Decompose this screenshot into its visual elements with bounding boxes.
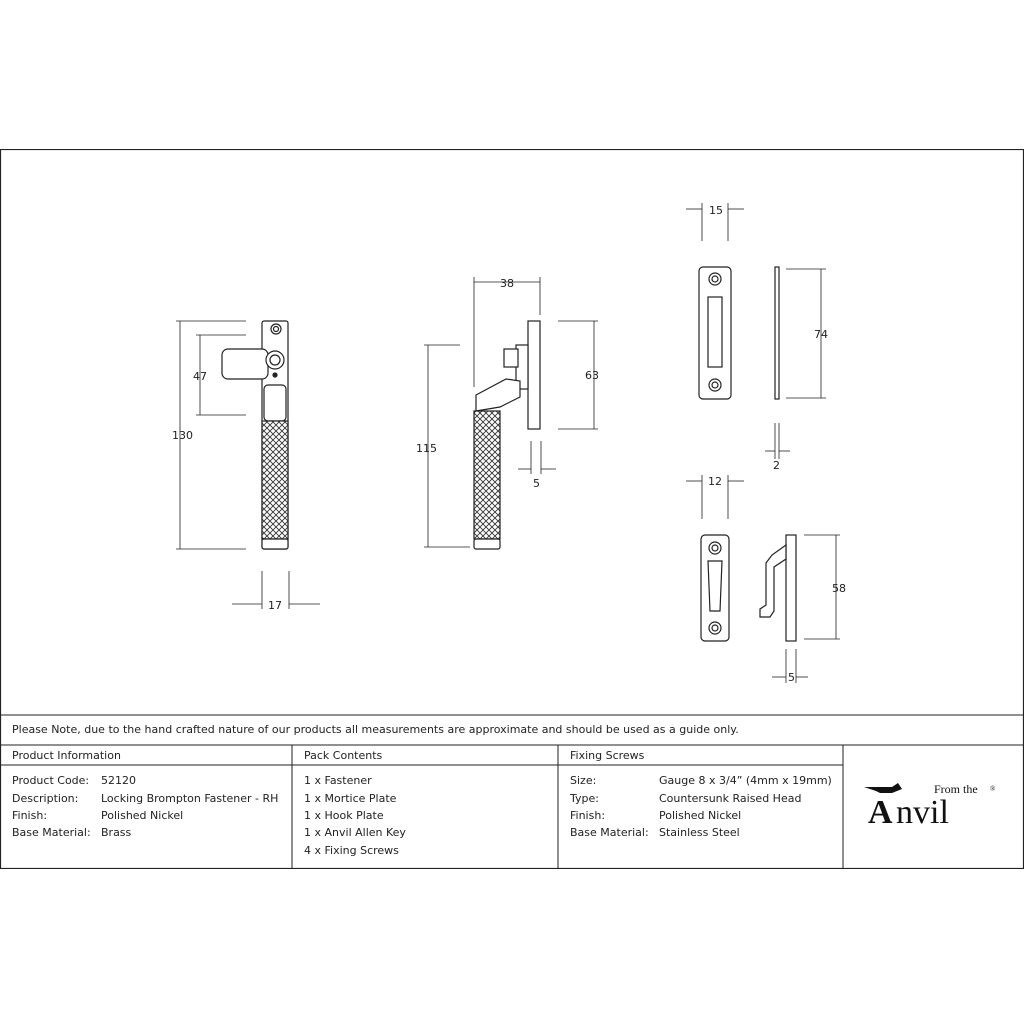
dim-handle-height: 130 [172, 429, 193, 442]
product-info-heading: Product Information [12, 749, 121, 762]
dim-hook-offset: 5 [788, 671, 795, 684]
hook-plate-view [701, 535, 796, 641]
screw-finish-label: Finish: [570, 809, 606, 822]
screw-material-value: Stainless Steel [659, 826, 740, 839]
pack-item: 1 x Hook Plate [304, 809, 384, 822]
screw-type-label: Type: [570, 792, 599, 805]
fixing-screws-heading: Fixing Screws [570, 749, 645, 762]
pack-item: 1 x Fastener [304, 774, 372, 787]
finish-value: Polished Nickel [101, 809, 184, 822]
anvil-logo [862, 779, 1002, 829]
dim-handle-upper: 47 [193, 370, 207, 383]
pack-contents-heading: Pack Contents [304, 749, 383, 762]
description-value: Locking Brompton Fastener - RH [101, 792, 279, 805]
pack-item: 1 x Mortice Plate [304, 792, 397, 805]
screw-material-label: Base Material: [570, 826, 649, 839]
handle-front-view [222, 321, 288, 549]
svg-text:A: A [868, 794, 893, 829]
svg-text:®: ® [990, 785, 996, 793]
dim-side-height: 115 [416, 442, 437, 455]
dim-mortice-thickness: 2 [773, 459, 780, 472]
dim-side-depth: 38 [500, 277, 514, 290]
dim-side-plate: 63 [585, 369, 599, 382]
handle-side-view [474, 321, 540, 549]
screw-size-label: Size: [570, 774, 597, 787]
mortice-plate-view [699, 267, 779, 399]
handle-side-dimensions [424, 277, 598, 547]
base-material-label: Base Material: [12, 826, 91, 839]
spec-sheet [0, 149, 1024, 869]
product-code-label: Product Code: [12, 774, 90, 787]
product-code-value: 52120 [101, 774, 136, 787]
screw-type-value: Countersunk Raised Head [659, 792, 802, 805]
screw-finish-value: Polished Nickel [659, 809, 742, 822]
technical-drawing [0, 149, 1024, 869]
dim-side-offset: 5 [533, 477, 540, 490]
screw-size-value: Gauge 8 x 3/4” (4mm x 19mm) [659, 774, 832, 787]
dim-mortice-width: 15 [709, 204, 723, 217]
description-label: Description: [12, 792, 79, 805]
measurement-note: Please Note, due to the hand crafted nature of our products all measurements are approximate and should be used as a guide only. [12, 723, 739, 736]
pack-item: 4 x Fixing Screws [304, 844, 399, 857]
finish-label: Finish: [12, 809, 48, 822]
dim-hook-width: 12 [708, 475, 722, 488]
dim-mortice-height: 74 [814, 328, 828, 341]
dim-hook-height: 58 [832, 582, 846, 595]
svg-text:From the: From the [934, 782, 978, 796]
pack-item: 1 x Anvil Allen Key [304, 826, 406, 839]
svg-text:nvil: nvil [896, 794, 949, 829]
dim-handle-width: 17 [268, 599, 282, 612]
base-material-value: Brass [101, 826, 132, 839]
